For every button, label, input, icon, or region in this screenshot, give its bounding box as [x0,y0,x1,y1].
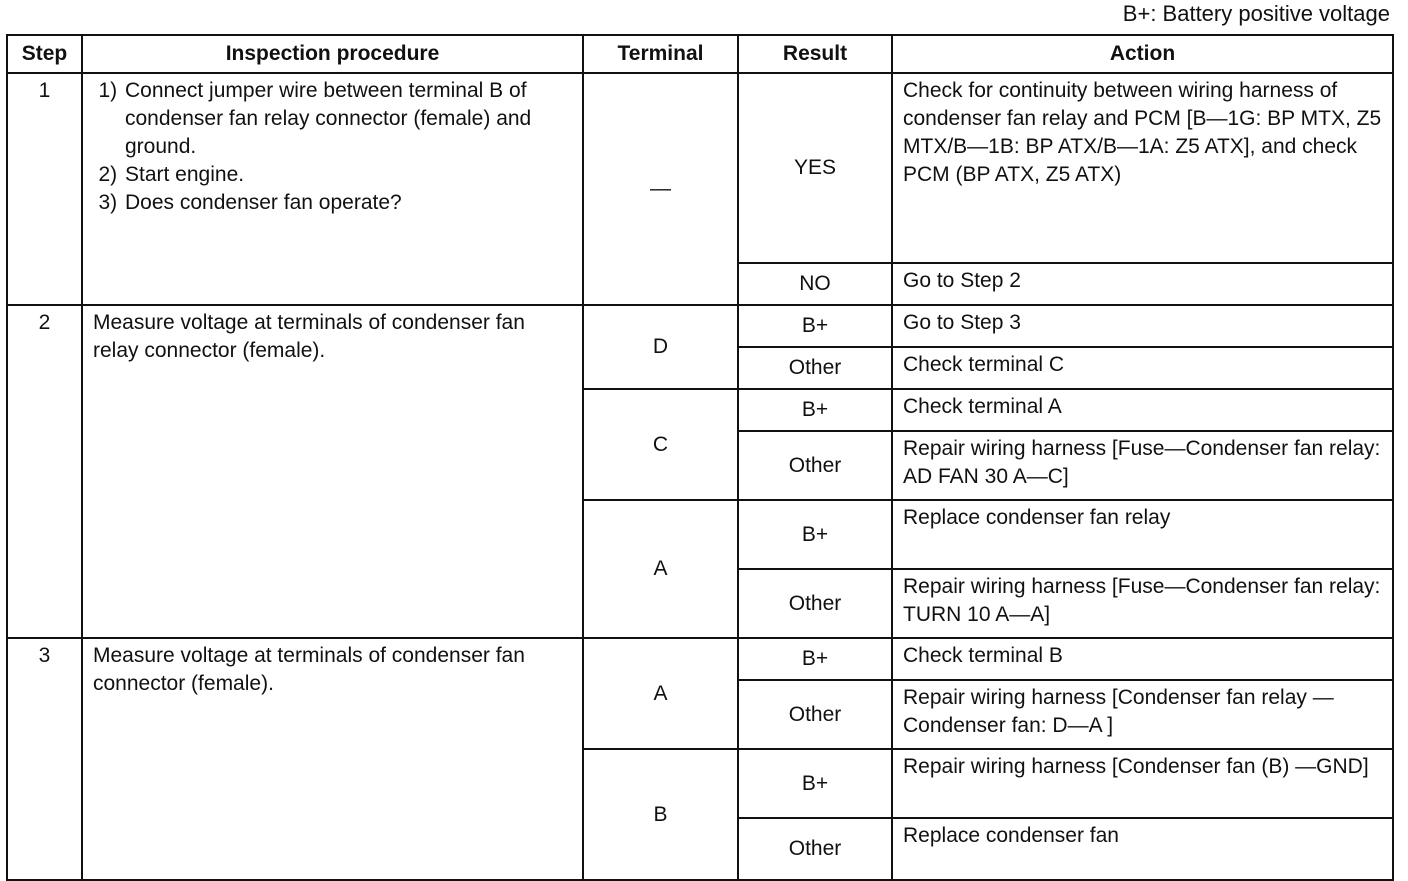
header-result: Result [738,35,892,73]
step-procedure [82,73,583,305]
header-step: Step [7,35,82,73]
table-row [7,73,1393,263]
action-cell: Go to Step 3 [892,305,1393,347]
terminal-cell: A [583,500,738,638]
result-cell: B+ [738,305,892,347]
procedure-item: 3. Does condenser fan operate? [123,189,572,217]
header-terminal: Terminal [583,35,738,73]
step-number: 2 [7,305,82,638]
action-cell: Check terminal B [892,638,1393,680]
action-cell: Repair wiring harness [Condenser fan relay —Condenser fan: D—A ] [892,680,1393,749]
battery-voltage-note: B+: Battery positive voltage [1122,1,1390,26]
action-cell: Replace condenser fan [892,818,1393,880]
result-cell: B+ [738,500,892,569]
result-cell: B+ [738,638,892,680]
header-procedure: Inspection procedure [82,35,583,73]
result-cell: NO [738,263,892,305]
step-number: 1 [7,73,82,305]
terminal-cell: A [583,638,738,749]
terminal-cell: — [583,73,738,305]
inspection-table [6,34,1394,881]
procedure-item: 1. Connect jumper wire between terminal B of condenser fan relay connector (female) and ground. [123,77,572,161]
header-action: Action [892,35,1393,73]
step-procedure: Measure voltage at terminals of condenser fan connector (female). [82,638,583,880]
result-cell: YES [738,73,892,263]
result-cell: Other [738,818,892,880]
step-number: 3 [7,638,82,880]
action-cell: Repair wiring harness [Fuse—Condenser fan relay: TURN 10 A—A] [892,569,1393,638]
terminal-cell: D [583,305,738,389]
action-cell: Go to Step 2 [892,263,1393,305]
result-cell: Other [738,431,892,500]
step-procedure: Measure voltage at terminals of condenser fan relay connector (female). [82,305,583,638]
result-cell: B+ [738,749,892,818]
table-row [7,305,1393,347]
action-cell: Repair wiring harness [Fuse—Condenser fan relay: AD FAN 30 A—C] [892,431,1393,500]
procedure-item: 2. Start engine. [123,161,572,189]
table-row [7,638,1393,680]
header-row [7,35,1393,73]
result-cell: Other [738,347,892,389]
terminal-cell: B [583,749,738,880]
terminal-cell: C [583,389,738,500]
action-cell: Repair wiring harness [Condenser fan (B) —GND] [892,749,1393,818]
action-cell: Check for continuity between wiring harness of condenser fan relay and PCM [B—1G: BP MTX, Z5 MTX/B—1B: BP ATX/B—1A: Z5 ATX], and check PCM (BP ATX, Z5 ATX) [892,73,1393,263]
action-cell: Check terminal A [892,389,1393,431]
result-cell: Other [738,569,892,638]
result-cell: B+ [738,389,892,431]
action-cell: Replace condenser fan relay [892,500,1393,569]
action-cell: Check terminal C [892,347,1393,389]
result-cell: Other [738,680,892,749]
